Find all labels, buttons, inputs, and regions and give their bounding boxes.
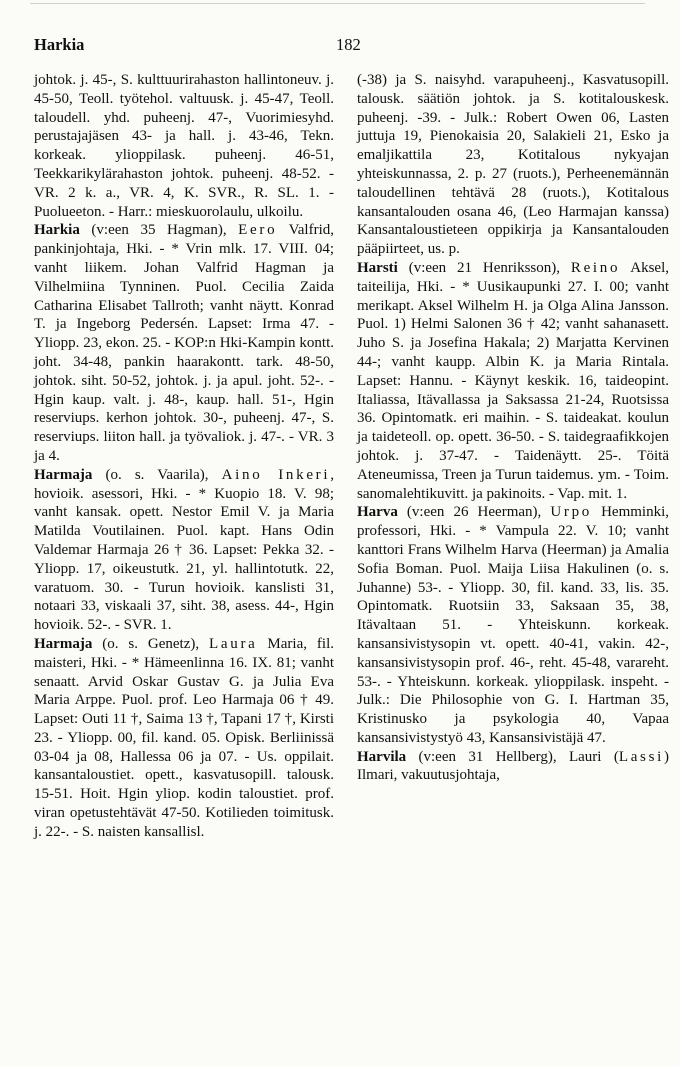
entry-text: (v:een 26 Heerman),	[397, 504, 551, 521]
entry-text: Maria, fil. maisteri, Hki. - * Hämeenlinna 16. IX. 81; vanht senaatt. Arvid Oskar Gustav G. ja Julia Eva Maria Arppe. Puol. prof. Leo Harmaja 06 † 49. Lapset: Outi 11 †, Saima 13 †, Tapani 17 †, Kirsti 23. - Yliopp. 00, fil. kand. 05. Opisk. Berliinissä 03-04 ja 08, Hallessa 06 ja 07. - Us. oppilait. kansantaloustiet. opett., kasvatusopill. talousk. 15-51. Hoit. Hgin yliop. kodin taloustiet. prof. viran opetustehtävät 47-50. Kotilieden toimitusk. j. 22-. - S. naisten kansallisl.	[34, 635, 334, 840]
entry-headword: Harmaja	[34, 635, 93, 652]
entry-text: , hovioik. asessori, Hki. - * Kuopio 18. V. 98; vanht kansak. opett. Nestor Emil V. ja Maria Matilda Voutilainen. Puol. kapt. Hans Odin Valdemar Harmaja 26 † 36. Lapset: Pekka 32. - Yliopp. 17, oikeustutk. 21, yl. hallintotutk. 22, varatuom. 30. - Turun hovioik. kanslisti 31, notaari 33, viskaali 37, siht. 38, asess. 44-, Hgin hovioik. 52-. - SVR. 1.	[34, 466, 334, 634]
entry-text: (v:een 21 Henriksson),	[397, 259, 571, 276]
entry-spaced-name: Urpo	[550, 504, 592, 521]
entry-text: (o. s. Vaarila),	[92, 466, 222, 483]
entry-text: (v:een 31 Hellberg), Lauri (	[406, 748, 619, 765]
entry-harsti	[357, 259, 669, 503]
entry-harkia	[34, 221, 334, 465]
entry-spaced-name: Lassi	[618, 748, 664, 765]
entry-text: johtok. j. 45-, S. kulttuurirahaston hallintoneuv. j. 45-50, Teoll. työtehol. valtuusk. j. 45-47, Teoll. taloudell. yhd. puheenj. 47-, Vuorimiesyhd. perustajajäsen 43- ja hall. j. 43-46, Tekn. korkeak. ylioppilask. puheenj. 46-51, Teekkarikylärahaston johtok. puheenj. 48-52. - VR. 2 k. a., VR. 4, K. SVR., R. SL. 1. - Puolueeton. - Harr.: mieskuorolaulu, ulkoilu.	[34, 72, 334, 220]
entry-harva	[357, 503, 669, 747]
entry-continuation	[357, 71, 669, 259]
entry-headword: Harsti	[357, 259, 398, 276]
top-rule	[30, 3, 645, 4]
entry-text: (o. s. Genetz),	[92, 635, 210, 652]
entry-text: Aksel, taiteilija, Hki. - * Uusikaupunki 27. I. 00; vanht merikapt. Aksel Wilhelm H. ja Olga Alina Jansson. Puol. 1) Helmi Salonen 36 † 42; vanht sahanasett. Juho S. ja Josefina Hakala; 2) Marjatta Kervinen 44-; vanht kaupp. Albin K. ja Maria Rintala. Lapset: Hannu. - Käynyt keskik. 16, taideopint. Italiassa, Itävallassa ja Saksassa 21-24, Ruotsissa 36. Opintomatk. eri maihin. - S. taideakat. koulun ja taideteoll. op. opett. 36-50. - S. taidegraafikkojen johtok. j. 37-47. - Taidenäytt. 25-. Töitä Ateneumissa, Treen ja Turun taidemus. ym. - Toim. sanomalehtikuvitt. ja pakinoits. - Vap. mit. 1.	[357, 259, 669, 502]
entry-spaced-name: Eero	[238, 222, 278, 239]
entry-headword: Harvila	[357, 748, 407, 765]
entry-harmaja-aino	[34, 466, 334, 635]
page-number: 182	[336, 35, 361, 54]
entry-headword: Harmaja	[34, 466, 93, 483]
right-column	[357, 71, 669, 785]
running-head: Harkia	[34, 35, 85, 54]
entry-text: ) Ilmari, vakuutusjohtaja,	[357, 748, 669, 784]
left-column	[34, 71, 334, 842]
entry-continuation	[34, 71, 334, 221]
entry-spaced-name: Laura	[209, 635, 258, 652]
entry-spaced-name: Reino	[570, 259, 621, 276]
entry-spaced-name: Aino Inkeri	[221, 466, 331, 483]
entry-text: (v:een 35 Hagman),	[79, 222, 239, 239]
entry-harvila	[357, 748, 669, 786]
entry-text: Hemminki, professori, Hki. - * Vampula 22. V. 10; vanht kanttori Frans Wilhelm Harva (Heerman) ja Amalia Sofia Boman. Puol. Maija Liisa Hakulinen (o. s. Juhanne) 53-. - Yliopp. 30, fil. kand. 33, lis. 35. Opintomatk. Ruotsiin 33, Saksaan 35, 38, Itävaltaan 51. - Yhteiskunn. korkeak. kansansivistysopin vt. opett. 40-41, vakin. 42-, kansansivistysopin prof. 46-, reht. 45-48, varareht. 53-. - Yhteiskunn. korkeak. ylioppilask. inspeht. - Julk.: Die Philosophie von G. I. Hartman 35, Kristinusko ja psykologia 40, Vapaa kansansivistystyö 43, Kansansivistäjä 47.	[357, 504, 669, 746]
entry-harmaja-laura	[34, 635, 334, 842]
entry-text: Valfrid, pankinjohtaja, Hki. - * Vrin mlk. 17. VIII. 04; vanht liikem. Johan Valfrid Hagman ja Vilhelmiina Tynninen. Puol. Cecilia Zaida Catharina Elisabet Tallroth; vanht näytt. Konrad T. ja Ingeborg Pedersén. Lapset: Irma 47. - Yliopp. 23, ekon. 25. - KOP:n Hki-Kampin kontt. joht. 34-48, pankin haarakontt. tark. 48-50, johtok. siht. 50-52, johtok. j. ja apul. joht. 52-. - Hgin kaup. valt. j. 48-, kaup. hall. 51-, Hgin reserviups. kerhon johtok. 30-, puheenj. 47-, S. reserviups. liiton hall. ja työvaliok. j. 47-. - VR. 3 ja 4.	[34, 222, 334, 464]
entry-text: (-38) ja S. naisyhd. varapuheenj., Kasvatusopill. talousk. säätiön johtok. ja S. kotitalouskesk. puheenj. -39. - Julk.: Robert Owen 06, Lasten juttuja 19, Pienokaisia 20, Salakieli 21, Esko ja emaljikattila 23, Kotitalous nykyajan yhteiskunnassa, 2. p. 27 (ruots.), Perheenemännän taloudellinen tehtävä 28 (ruots.), Kotitalous kansantalouden osana 46, (Leo Harmajan kanssa) Kansantaloustieteen oppikirja ja Kansantalouden pääpiirteet, us. p.	[357, 72, 669, 258]
entry-headword: Harkia	[34, 222, 80, 239]
entry-headword: Harva	[357, 504, 398, 521]
